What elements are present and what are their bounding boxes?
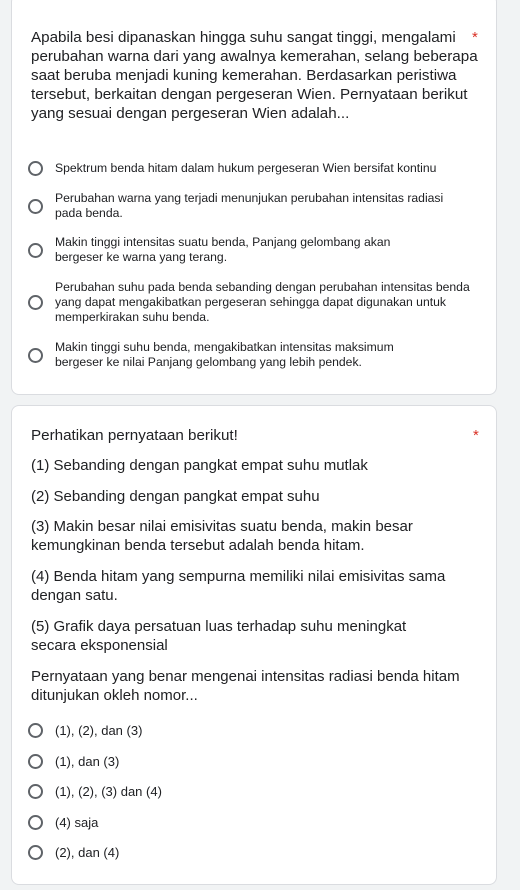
option-label: Perubahan warna yang terjadi menunjukan perubahan intensitas radiasi pada benda. xyxy=(55,191,444,220)
option-label: (1), (2), dan (3) xyxy=(55,723,143,738)
option-4[interactable] xyxy=(28,815,488,830)
option-label: (4) saja xyxy=(55,815,99,830)
option-4[interactable] xyxy=(28,280,488,325)
radio-button-icon[interactable] xyxy=(28,845,43,860)
option-1[interactable] xyxy=(28,723,488,738)
option-1[interactable] xyxy=(28,161,488,176)
statement-3: (3) Makin besar nilai emisivitas suatu benda, makin besar kemungkinan benda tersebut adalah benda hitam. xyxy=(31,518,413,554)
required-asterisk: * xyxy=(472,29,478,46)
radio-button-icon[interactable] xyxy=(28,348,43,363)
required-asterisk: * xyxy=(473,427,479,444)
statement-1: (1) Sebanding dengan pangkat empat suhu mutlak xyxy=(31,457,368,474)
question-card-1 xyxy=(11,0,497,395)
option-5[interactable] xyxy=(28,845,488,860)
option-label: (2), dan (4) xyxy=(55,845,120,860)
radio-button-icon[interactable] xyxy=(28,784,43,799)
question-prompt: Pernyataan yang benar mengenai intensitas radiasi benda hitam ditunjukan okleh nomor... xyxy=(31,668,460,704)
radio-button-icon[interactable] xyxy=(28,199,43,214)
option-3[interactable] xyxy=(28,784,488,799)
option-label: Makin tinggi suhu benda, mengakibatkan intensitas maksimum bergeser ke nilai Panjang gelombang yang lebih pendek. xyxy=(55,340,394,369)
option-3[interactable] xyxy=(28,235,488,265)
option-label: (1), (2), (3) dan (4) xyxy=(55,784,162,799)
radio-button-icon[interactable] xyxy=(28,723,43,738)
radio-button-icon[interactable] xyxy=(28,754,43,769)
option-5[interactable] xyxy=(28,340,488,370)
option-2[interactable] xyxy=(28,191,488,221)
statement-2: (2) Sebanding dengan pangkat empat suhu xyxy=(31,488,320,505)
radio-button-icon[interactable] xyxy=(28,161,43,176)
question-title: Perhatikan pernyataan berikut! xyxy=(31,427,238,444)
radio-button-icon[interactable] xyxy=(28,815,43,830)
radio-button-icon[interactable] xyxy=(28,295,43,310)
statement-4: (4) Benda hitam yang sempurna memiliki nilai emisivitas sama dengan satu. xyxy=(31,568,446,604)
option-label: Spektrum benda hitam dalam hukum pergeseran Wien bersifat kontinu xyxy=(55,161,437,175)
statement-5: (5) Grafik daya persatuan luas terhadap suhu meningkat secara eksponensial xyxy=(31,618,407,654)
question-card-2 xyxy=(11,405,497,885)
option-label: Perubahan suhu pada benda sebanding dengan perubahan intensitas benda yang dapat mengakibatkan pergeseran sehingga dapat digunakan untuk memperkirakan suhu benda. xyxy=(55,280,470,324)
option-2[interactable] xyxy=(28,754,488,769)
question-title: Apabila besi dipanaskan hingga suhu sangat tinggi, mengalami perubahan warna dari yang awalnya kemerahan, selang beberapa saat beruba menjadi kuning kemerahan. Berdasarkan peristiwa tersebut, berkaitan dengan pergeseran Wien. Pernyataan berikut yang sesuai dengan pergeseran Wien adalah... xyxy=(31,29,478,122)
radio-button-icon[interactable] xyxy=(28,243,43,258)
option-label: (1), dan (3) xyxy=(55,754,120,769)
option-label: Makin tinggi intensitas suatu benda, Panjang gelombang akan bergeser ke warna yang terang. xyxy=(55,235,391,264)
